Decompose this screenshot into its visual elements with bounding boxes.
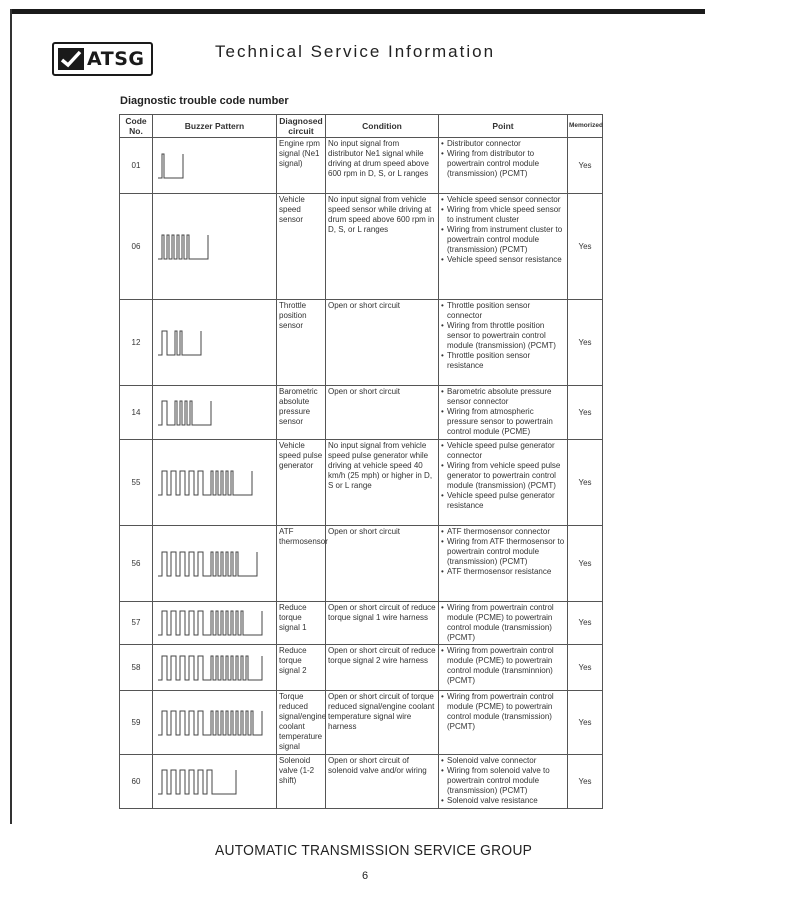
buzzer-pulse-waveform <box>158 711 262 735</box>
point-list <box>441 139 565 179</box>
buzzer-cell <box>153 440 277 526</box>
point-cell <box>439 300 568 386</box>
buzzer-pattern-diagram <box>156 325 274 361</box>
memorized-cell: Yes <box>568 386 603 440</box>
circuit-cell: Reduce torque signal 1 <box>277 602 326 645</box>
circuit-cell: Vehicle speed pulse generator <box>277 440 326 526</box>
code-cell: 56 <box>120 526 153 602</box>
footer-org: AUTOMATIC TRANSMISSION SERVICE GROUP <box>215 842 533 859</box>
point-cell <box>439 755 568 809</box>
table-row <box>120 645 603 691</box>
memorized-cell: Yes <box>568 755 603 809</box>
buzzer-pulse-waveform <box>158 770 236 794</box>
point-cell <box>439 602 568 645</box>
point-list <box>441 441 565 511</box>
point-cell <box>439 194 568 300</box>
point-item: • Wiring from ATF thermosensor to powertrain control module (transmission) (PCMT) <box>441 537 565 567</box>
condition-cell: Open or short circuit of torque reduced signal/engine coolant temperature signal wire harness <box>326 691 439 755</box>
table-header-row <box>120 115 603 138</box>
table-row <box>120 386 603 440</box>
point-item: • Wiring from powertrain control module (PCME) to powertrain control module (transmission) (PCMT) <box>441 692 565 732</box>
buzzer-cell <box>153 645 277 691</box>
condition-cell: Open or short circuit <box>326 386 439 440</box>
buzzer-cell <box>153 138 277 194</box>
point-item: • Wiring from distributor to powertrain control module (transmission) (PCMT) <box>441 149 565 179</box>
buzzer-pattern-diagram <box>156 705 274 741</box>
point-item: • Vehicle speed sensor resistance <box>441 255 565 265</box>
section-title: Diagnostic trouble code number <box>120 95 289 107</box>
buzzer-pulse-waveform <box>158 552 257 576</box>
circuit-cell: Torque reduced signal/engine coolant temperature signal <box>277 691 326 755</box>
point-item: • ATF thermosensor resistance <box>441 567 565 577</box>
page-number: 6 <box>362 870 369 882</box>
point-item: • Wiring from throttle position sensor to powertrain control module (transmission) (PCMT) <box>441 321 565 351</box>
point-cell <box>439 691 568 755</box>
circuit-cell: Vehicle speed sensor <box>277 194 326 300</box>
buzzer-pattern-diagram <box>156 465 274 501</box>
point-item: • Wiring from vehicle speed pulse generator to powertrain control module (transmission) (PCMT) <box>441 461 565 491</box>
buzzer-pulse-waveform <box>158 471 252 495</box>
buzzer-pulse-waveform <box>158 235 208 259</box>
buzzer-cell <box>153 300 277 386</box>
condition-cell: Open or short circuit of reduce torque signal 1 wire harness <box>326 602 439 645</box>
buzzer-pattern-diagram <box>156 148 274 184</box>
col-header-circuit: Diagnosed circuit <box>277 115 326 138</box>
point-item: • Throttle position sensor connector <box>441 301 565 321</box>
memorized-cell: Yes <box>568 602 603 645</box>
point-list <box>441 301 565 371</box>
col-header-code: Code No. <box>120 115 153 138</box>
condition-cell: Open or short circuit <box>326 526 439 602</box>
code-cell: 60 <box>120 755 153 809</box>
point-item: • Barometric absolute pressure sensor connector <box>441 387 565 407</box>
point-item: • Wiring from powertrain control module (PCME) to powertrain control module (transmission) (PCMT) <box>441 603 565 643</box>
buzzer-pattern-diagram <box>156 605 274 641</box>
buzzer-pattern-diagram <box>156 229 274 265</box>
point-item: • Vehicle speed pulse generator connector <box>441 441 565 461</box>
point-list <box>441 387 565 437</box>
buzzer-cell <box>153 386 277 440</box>
table-row <box>120 526 603 602</box>
point-cell <box>439 645 568 691</box>
point-list <box>441 527 565 577</box>
buzzer-pattern-diagram <box>156 650 274 686</box>
point-item: • Solenoid valve connector <box>441 756 565 766</box>
col-header-buzzer: Buzzer Pattern <box>153 115 277 138</box>
buzzer-pulse-waveform <box>158 401 211 425</box>
condition-cell: Open or short circuit of solenoid valve and/or wiring <box>326 755 439 809</box>
buzzer-cell <box>153 194 277 300</box>
circuit-cell: ATF thermosensor <box>277 526 326 602</box>
page-header-title: Technical Service Information <box>215 42 496 61</box>
memorized-cell: Yes <box>568 440 603 526</box>
code-cell: 06 <box>120 194 153 300</box>
condition-cell: Open or short circuit <box>326 300 439 386</box>
code-cell: 57 <box>120 602 153 645</box>
table-row <box>120 138 603 194</box>
point-item: • Wiring from vhicle speed sensor to instrument cluster <box>441 205 565 225</box>
col-header-point: Point <box>439 115 568 138</box>
code-cell: 12 <box>120 300 153 386</box>
point-list <box>441 692 565 732</box>
memorized-cell: Yes <box>568 194 603 300</box>
point-item: • Throttle position sensor resistance <box>441 351 565 371</box>
point-list <box>441 603 565 643</box>
top-rule <box>10 9 705 14</box>
circuit-cell: Reduce torque signal 2 <box>277 645 326 691</box>
buzzer-cell <box>153 755 277 809</box>
code-cell: 01 <box>120 138 153 194</box>
table-row <box>120 194 603 300</box>
condition-cell: No input signal from distributor Ne1 signal while driving at drum speed above 600 rpm in D, S, or L ranges <box>326 138 439 194</box>
table-row <box>120 755 603 809</box>
buzzer-cell <box>153 526 277 602</box>
buzzer-pattern-diagram <box>156 764 274 800</box>
point-item: • Solenoid valve resistance <box>441 796 565 806</box>
circuit-cell: Throttle position sensor <box>277 300 326 386</box>
condition-cell: No input signal from vehicle speed pulse generator while driving at vehicle speed 40 km/h (25 mph) or higher in D, S or L range <box>326 440 439 526</box>
memorized-cell: Yes <box>568 645 603 691</box>
table-row <box>120 300 603 386</box>
point-cell <box>439 138 568 194</box>
code-cell: 14 <box>120 386 153 440</box>
buzzer-pattern-diagram <box>156 395 274 431</box>
point-item: • ATF thermosensor connector <box>441 527 565 537</box>
memorized-cell: Yes <box>568 691 603 755</box>
circuit-cell: Engine rpm signal (Ne1 signal) <box>277 138 326 194</box>
point-item: • Vehicle speed pulse generator resistance <box>441 491 565 511</box>
code-cell: 59 <box>120 691 153 755</box>
memorized-cell: Yes <box>568 526 603 602</box>
table-row <box>120 602 603 645</box>
circuit-cell: Barometric absolute pressure sensor <box>277 386 326 440</box>
buzzer-pulse-waveform <box>158 331 201 355</box>
point-cell <box>439 386 568 440</box>
col-header-memorized: Memorized <box>568 115 603 138</box>
circuit-cell: Solenoid valve (1-2 shift) <box>277 755 326 809</box>
point-item: • Wiring from instrument cluster to powertrain control module (transmission) (PCMT) <box>441 225 565 255</box>
point-list <box>441 646 565 686</box>
logo-text: ATSG <box>87 48 145 70</box>
point-item: • Vehicle speed sensor connector <box>441 195 565 205</box>
buzzer-pattern-diagram <box>156 546 274 582</box>
condition-cell: Open or short circuit of reduce torque signal 2 wire harness <box>326 645 439 691</box>
memorized-cell: Yes <box>568 138 603 194</box>
point-item: • Wiring from powertrain control module (PCME) to powertrain control module (transminnion) (PCMT) <box>441 646 565 686</box>
buzzer-cell <box>153 602 277 645</box>
table-row <box>120 691 603 755</box>
buzzer-pulse-waveform <box>158 154 183 178</box>
point-cell <box>439 526 568 602</box>
point-item: • Distributor connector <box>441 139 565 149</box>
left-rule <box>10 9 12 824</box>
buzzer-pulse-waveform <box>158 656 262 680</box>
point-list <box>441 195 565 265</box>
code-cell: 58 <box>120 645 153 691</box>
col-header-condition: Condition <box>326 115 439 138</box>
atsg-logo <box>52 42 153 76</box>
dtc-table <box>119 114 603 809</box>
table-row <box>120 440 603 526</box>
point-list <box>441 756 565 806</box>
memorized-cell: Yes <box>568 300 603 386</box>
point-cell <box>439 440 568 526</box>
condition-cell: No input signal from vehicle speed sensor while driving at drum speed above 600 rpm in D, S, or L ranges <box>326 194 439 300</box>
point-item: • Wiring from solenoid valve to powertrain control module (transmission) (PCMT) <box>441 766 565 796</box>
point-item: • Wiring from atmospheric pressure sensor to powertrain control module (PCME) <box>441 407 565 437</box>
checkmark-icon <box>58 48 84 70</box>
buzzer-cell <box>153 691 277 755</box>
buzzer-pulse-waveform <box>158 611 262 635</box>
code-cell: 55 <box>120 440 153 526</box>
